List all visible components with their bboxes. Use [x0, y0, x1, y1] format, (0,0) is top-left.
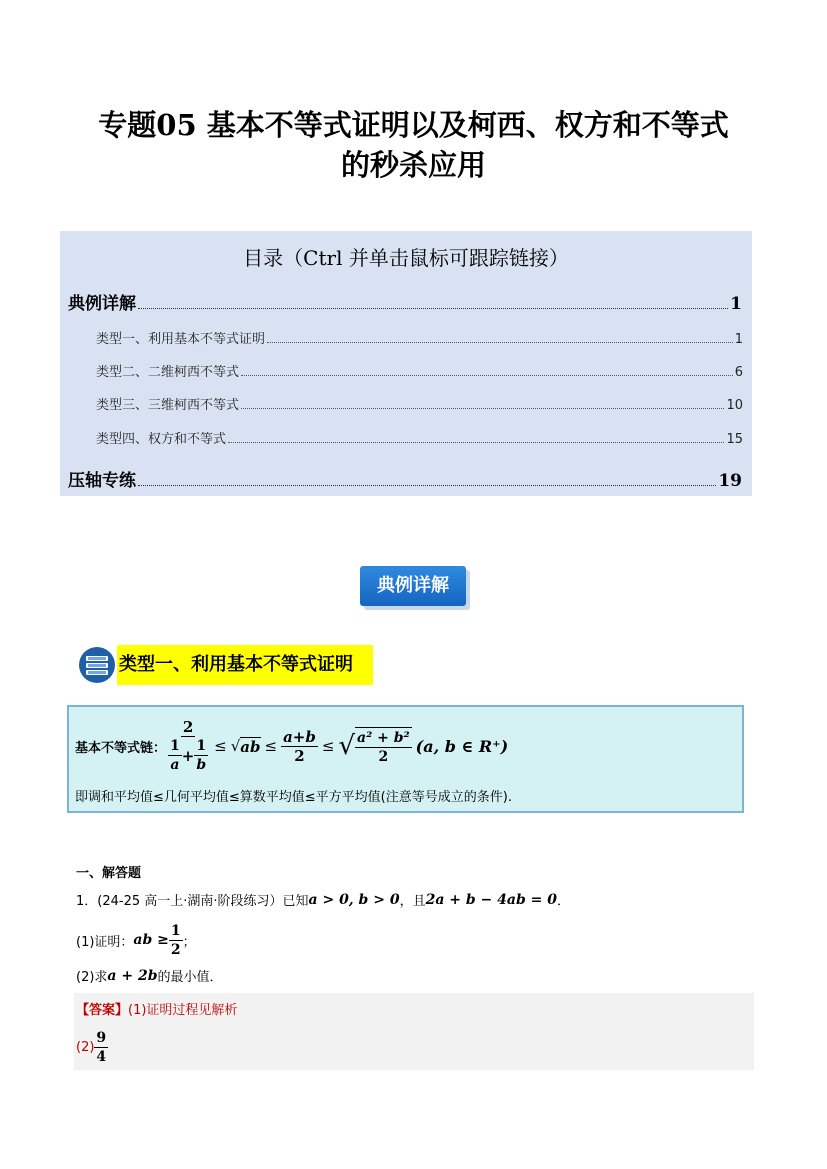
doc-title-line1: 专题05 基本不等式证明以及柯西、权方和不等式 — [98, 108, 729, 142]
formula-box — [67, 705, 744, 813]
doc-title-line2: 的秒杀应用 — [340, 148, 486, 182]
answer-part-1: (1)证明过程见解析 — [128, 1003, 238, 1018]
toc-entry-label: 类型三、三维柯西不等式 — [96, 398, 240, 413]
formula-note: 即调和平均值≤几何平均值≤算数平均值≤平方平均值(注意等号成立的条件). — [75, 790, 512, 805]
toc-entry-page: 10 — [726, 398, 743, 413]
toc-entry-label: 类型二、二维柯西不等式 — [96, 365, 240, 380]
sqrt-symbol: √ — [230, 737, 241, 755]
toc-leader — [138, 485, 716, 486]
toc-entry-page: 1 — [730, 294, 742, 314]
toc-entry-label: 类型四、权方和不等式 — [96, 432, 227, 447]
toc-entry-label: 典例详解 — [68, 294, 136, 314]
toc-leader — [267, 342, 733, 343]
question-1 — [76, 890, 570, 909]
part2-expression: a + 2b — [107, 967, 158, 984]
recip-a-den: a — [170, 757, 180, 773]
harmonic-mean — [166, 718, 210, 774]
toc-leader — [241, 375, 733, 376]
harmonic-numerator: 2 — [182, 718, 194, 736]
part1-prefix: (1)证明： — [76, 934, 134, 950]
toc-entry-page: 1 — [734, 332, 743, 347]
quadratic-mean — [355, 727, 412, 766]
part1-num: 1 — [170, 922, 181, 939]
le-sign: ≤ — [321, 737, 335, 755]
le-sign: ≤ — [214, 737, 227, 755]
toc-entry-type3[interactable] — [96, 394, 743, 413]
part1-fraction — [169, 922, 183, 959]
section-heading: 一、解答题 — [76, 866, 142, 881]
sqrt-symbol-large: √ — [338, 731, 356, 761]
toc-leader — [138, 308, 728, 309]
question-source: 1．(24-25 高一上·湖南·阶段练习）已知 — [76, 894, 309, 909]
part2-suffix: 的最小值． — [157, 970, 223, 985]
qm-denominator: 2 — [378, 748, 389, 765]
toc-entry-page: 19 — [718, 471, 742, 491]
am-numerator: a+b — [283, 727, 316, 746]
toc-leader — [241, 408, 724, 409]
toc-heading: 目录（Ctrl 并单击鼠标可跟踪链接） — [243, 246, 569, 270]
part1-lhs: ab ≥ — [133, 932, 169, 948]
question-condition: a > 0, b > 0 — [308, 891, 400, 908]
geometric-mean: ab — [240, 737, 261, 756]
toc-entry-label: 压轴专练 — [68, 471, 136, 491]
part1-end: ； — [182, 934, 196, 950]
question-part-2 — [76, 966, 223, 985]
question-text: ，且 — [399, 894, 426, 909]
table-of-contents — [60, 231, 752, 496]
toc-entry-type2[interactable] — [96, 361, 743, 380]
question-part-1 — [76, 922, 196, 958]
toc-entry-practice[interactable] — [68, 466, 742, 491]
recip-b-num: 1 — [196, 738, 207, 754]
toc-entry-label: 类型一、利用基本不等式证明 — [96, 332, 266, 347]
am-denominator: 2 — [294, 746, 305, 765]
answer-part-2-prefix: (2) — [76, 1040, 95, 1055]
recip-b-den: b — [196, 757, 207, 773]
toc-entry-type1[interactable] — [96, 328, 743, 347]
answer-box — [74, 993, 754, 1070]
part2-prefix: (2)求 — [76, 970, 108, 985]
question-equation: 2a + b − 4ab = 0 — [425, 891, 557, 908]
answer-tag: 【答案】 — [76, 1003, 129, 1018]
arithmetic-mean — [281, 728, 318, 765]
answer-part-2-fraction — [94, 1029, 108, 1066]
plus-sign: + — [181, 746, 195, 765]
toc-entry-type4[interactable] — [96, 428, 743, 447]
part1-den: 2 — [170, 941, 181, 958]
answer-den: 4 — [96, 1049, 107, 1065]
toc-entry-page: 6 — [734, 365, 743, 380]
inequality-chain — [75, 715, 508, 777]
answer-num: 9 — [96, 1030, 107, 1046]
question-end: ． — [556, 894, 570, 909]
recip-a-num: 1 — [170, 738, 180, 754]
le-sign: ≤ — [264, 737, 278, 755]
answer-line-1 — [76, 999, 237, 1018]
domain-condition: (a, b ∈ R⁺) — [415, 736, 509, 756]
toc-entry-examples[interactable] — [68, 289, 742, 314]
type-heading: 类型一、利用基本不等式证明 — [117, 645, 373, 685]
qm-numerator: a² + b² — [357, 729, 410, 746]
section-badge: 典例详解 — [360, 566, 466, 606]
toc-entry-page: 15 — [726, 432, 743, 447]
book-stack-icon — [78, 646, 116, 684]
answer-line-2 — [76, 1029, 108, 1066]
formula-label: 基本不等式链： — [75, 740, 167, 756]
toc-leader — [228, 442, 724, 443]
